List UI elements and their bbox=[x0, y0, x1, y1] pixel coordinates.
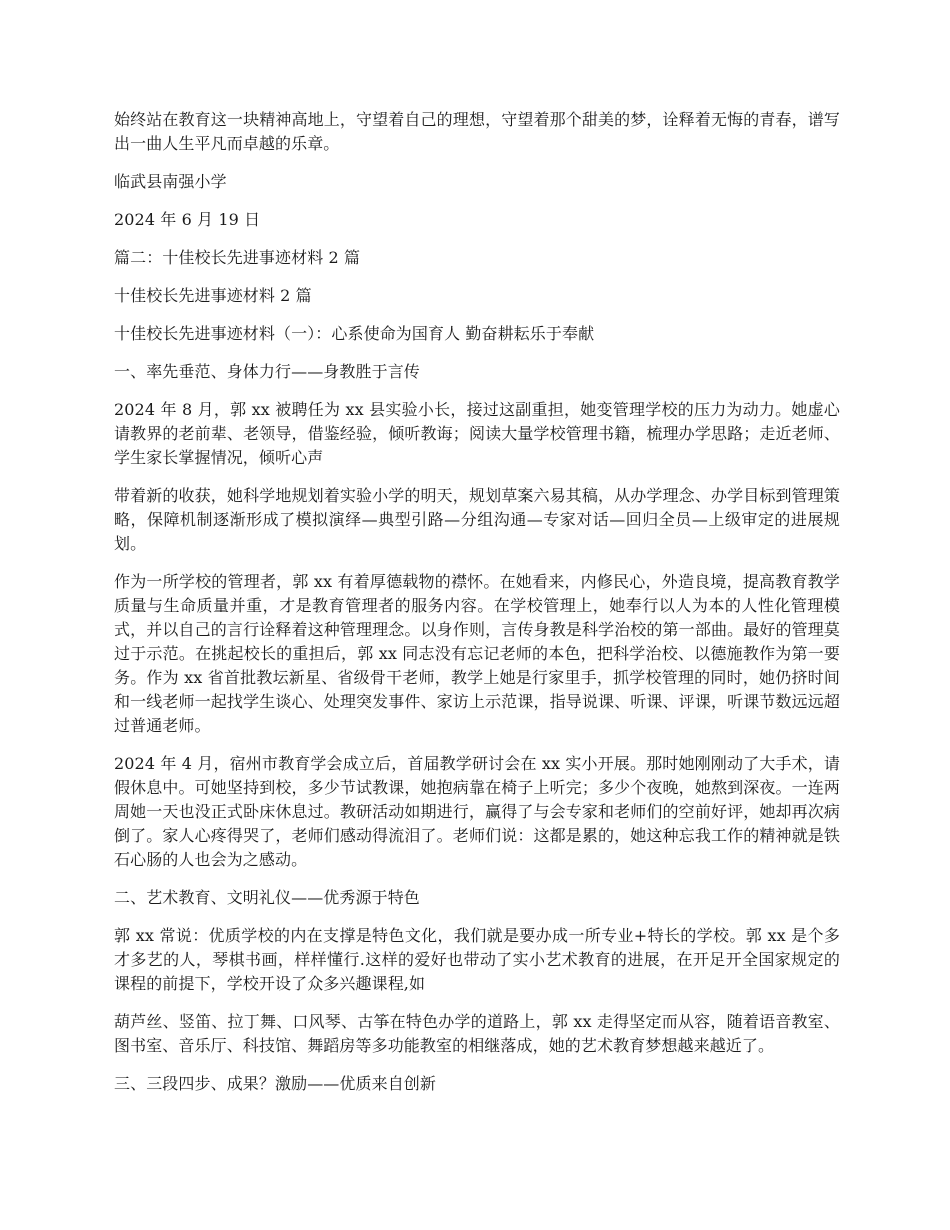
paragraph-appointment: 2024 年 8 月，郭 xx 被聘任为 xx 县实验小长，接过这副重担，她变管理学校的压力为动力。她虚心请教界的老前辈、老领导，借鉴经验，倾听教诲；阅读大量学校管理书籍，梳理办学思路；走近老师、学生家长掌握情况，倾听心声 bbox=[114, 400, 840, 467]
paragraph-seminar: 2024 年 4 月，宿州市教育学会成立后，首届教学研讨会在 xx 实小开展。那时她刚刚动了大手术，请假休息中。可她坚持到校，多少节试教课，她抱病靠在椅子上听完；多少个夜晚，她熬到深夜。一连两周她一天也没正式卧床休息过。教研活动如期进行，赢得了与会专家和老师们的空前好评，她却再次病倒了。家人心疼得哭了，老师们感动得流泪了。老师们说：这都是累的，她这种忘我工作的精神就是铁石心肠的人也会为之感动。 bbox=[114, 754, 840, 869]
paragraph-material-title: 十佳校长先进事迹材料 2 篇 bbox=[114, 286, 312, 305]
paragraph-section-two-heading: 二、艺术教育、文明礼仪——优秀源于特色 bbox=[114, 888, 420, 907]
paragraph-material-one-title: 十佳校长先进事迹材料（一）：心系使命为国育人 勤奋耕耘乐于奉献 bbox=[114, 324, 595, 343]
paragraph-school-name: 临武县南强小学 bbox=[114, 172, 227, 191]
paragraph-planning: 带着新的收获，她科学地规划着实验小学的明天，规划草案六易其稿，从办学理念、办学目标到管理策略，保障机制逐渐形成了模拟演绎—典型引路—分组沟通—专家对话—回归全员—上级审定的进展规划。 bbox=[114, 486, 840, 553]
paragraph-part-two-heading: 篇二：十佳校长先进事迹材料 2 篇 bbox=[114, 248, 361, 267]
paragraph-section-one-heading: 一、率先垂范、身体力行——身教胜于言传 bbox=[114, 362, 420, 381]
paragraph-closing-text: 始终站在教育这一块精神高地上，守望着自己的理想，守望着那个甜美的梦，诠释着无悔的青春，谱写出一曲人生平凡而卓越的乐章。 bbox=[114, 110, 840, 153]
paragraph-art-courses: 葫芦丝、竖笛、拉丁舞、口风琴、古筝在特色办学的道路上，郭 xx 走得坚定而从容，随着语音教室、图书室、音乐厅、科技馆、舞蹈房等多功能教室的相继落成，她的艺术教育梦想越来越近了。 bbox=[114, 1012, 840, 1055]
paragraph-date: 2024 年 6 月 19 日 bbox=[114, 210, 261, 229]
paragraph-management: 作为一所学校的管理者，郭 xx 有着厚德载物的襟怀。在她看来，内修民心，外造良境，提高教育教学质量与生命质量并重，才是教育管理者的服务内容。在学校管理上，她奉行以人为本的人性化管理模式，并以自己的言行诠释着这种管理理念。以身作则，言传身教是科学治校的第一部曲。最好的管理莫过于示范。在挑起校长的重担后，郭 xx 同志没有忘记老师的本色，把科学治校、以德施教作为第一要务。作为 xx 省首批教坛新星、省级骨干老师，教学上她是行家里手，抓学校管理的同时，她仍挤时间和一线老师一起找学生谈心、处理突发事件、家访上示范课，指导说课、听课、评课，听课节数远远超过普通老师。 bbox=[114, 572, 840, 735]
paragraph-art-education: 郭 xx 常说：优质学校的内在支撑是特色文化，我们就是要办成一所专业+特长的学校。郭 xx 是个多才多艺的人，琴棋书画，样样懂行.这样的爱好也带动了实小艺术教育的进展，在开足开全国家规定的课程的前提下，学校开设了众多兴趣课程,如 bbox=[114, 926, 840, 993]
paragraph-section-three-heading: 三、三段四步、成果？激励——优质来自创新 bbox=[114, 1074, 437, 1093]
